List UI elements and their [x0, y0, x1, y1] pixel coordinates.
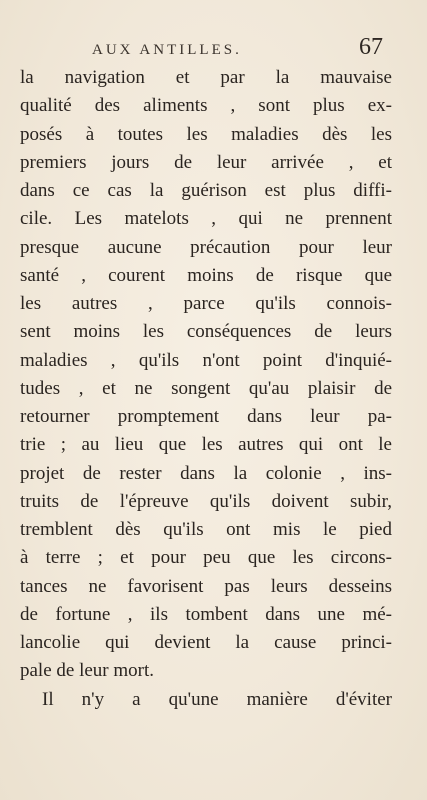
text-line: presque aucune précaution pour leur — [20, 236, 392, 258]
text-line: Il n'y a qu'une manière d'éviter — [42, 688, 392, 710]
text-line: sent moins les conséquences de leurs — [20, 321, 392, 343]
text-line: premiers jours de leur arrivée , et — [20, 151, 392, 173]
running-title: AUX ANTILLES. — [92, 42, 242, 58]
text-line: santé , courent moins de risque que — [20, 264, 392, 286]
text-line: posés à toutes les maladies dès les — [20, 123, 392, 145]
text-line: lancolie qui devient la cause princi- — [20, 632, 392, 653]
text-line: dans ce cas la guérison est plus diffi- — [20, 180, 392, 201]
body-text — [20, 64, 392, 714]
text-line: cile. Les matelots , qui ne prennent — [20, 208, 392, 230]
text-line: qualité des aliments , sont plus ex- — [20, 95, 392, 117]
text-line: truits de l'épreuve qu'ils doivent subir, — [20, 490, 392, 512]
text-line: tances ne favorisent pas leurs desseins — [20, 575, 392, 597]
text-line: pale de leur mort. — [20, 660, 155, 682]
text-line: retourner promptement dans leur pa- — [20, 406, 392, 427]
page-header — [0, 32, 427, 66]
text-line: à terre ; et pour peu que les circons- — [20, 547, 392, 569]
text-line: tremblent dès qu'ils ont mis le pied — [20, 519, 392, 540]
text-line: tudes , et ne songent qu'au plaisir de — [20, 377, 392, 399]
page-number: 67 — [359, 34, 383, 60]
text-line: trie ; au lieu que les autres qui ont le — [20, 434, 392, 456]
text-line: de fortune , ils tombent dans une mé- — [20, 603, 392, 625]
text-line: la navigation et par la mauvaise — [20, 67, 392, 88]
text-line: les autres , parce qu'ils connois- — [20, 293, 392, 314]
text-line: maladies , qu'ils n'ont point d'inquié- — [20, 349, 392, 371]
text-line: projet de rester dans la colonie , ins- — [20, 462, 392, 484]
